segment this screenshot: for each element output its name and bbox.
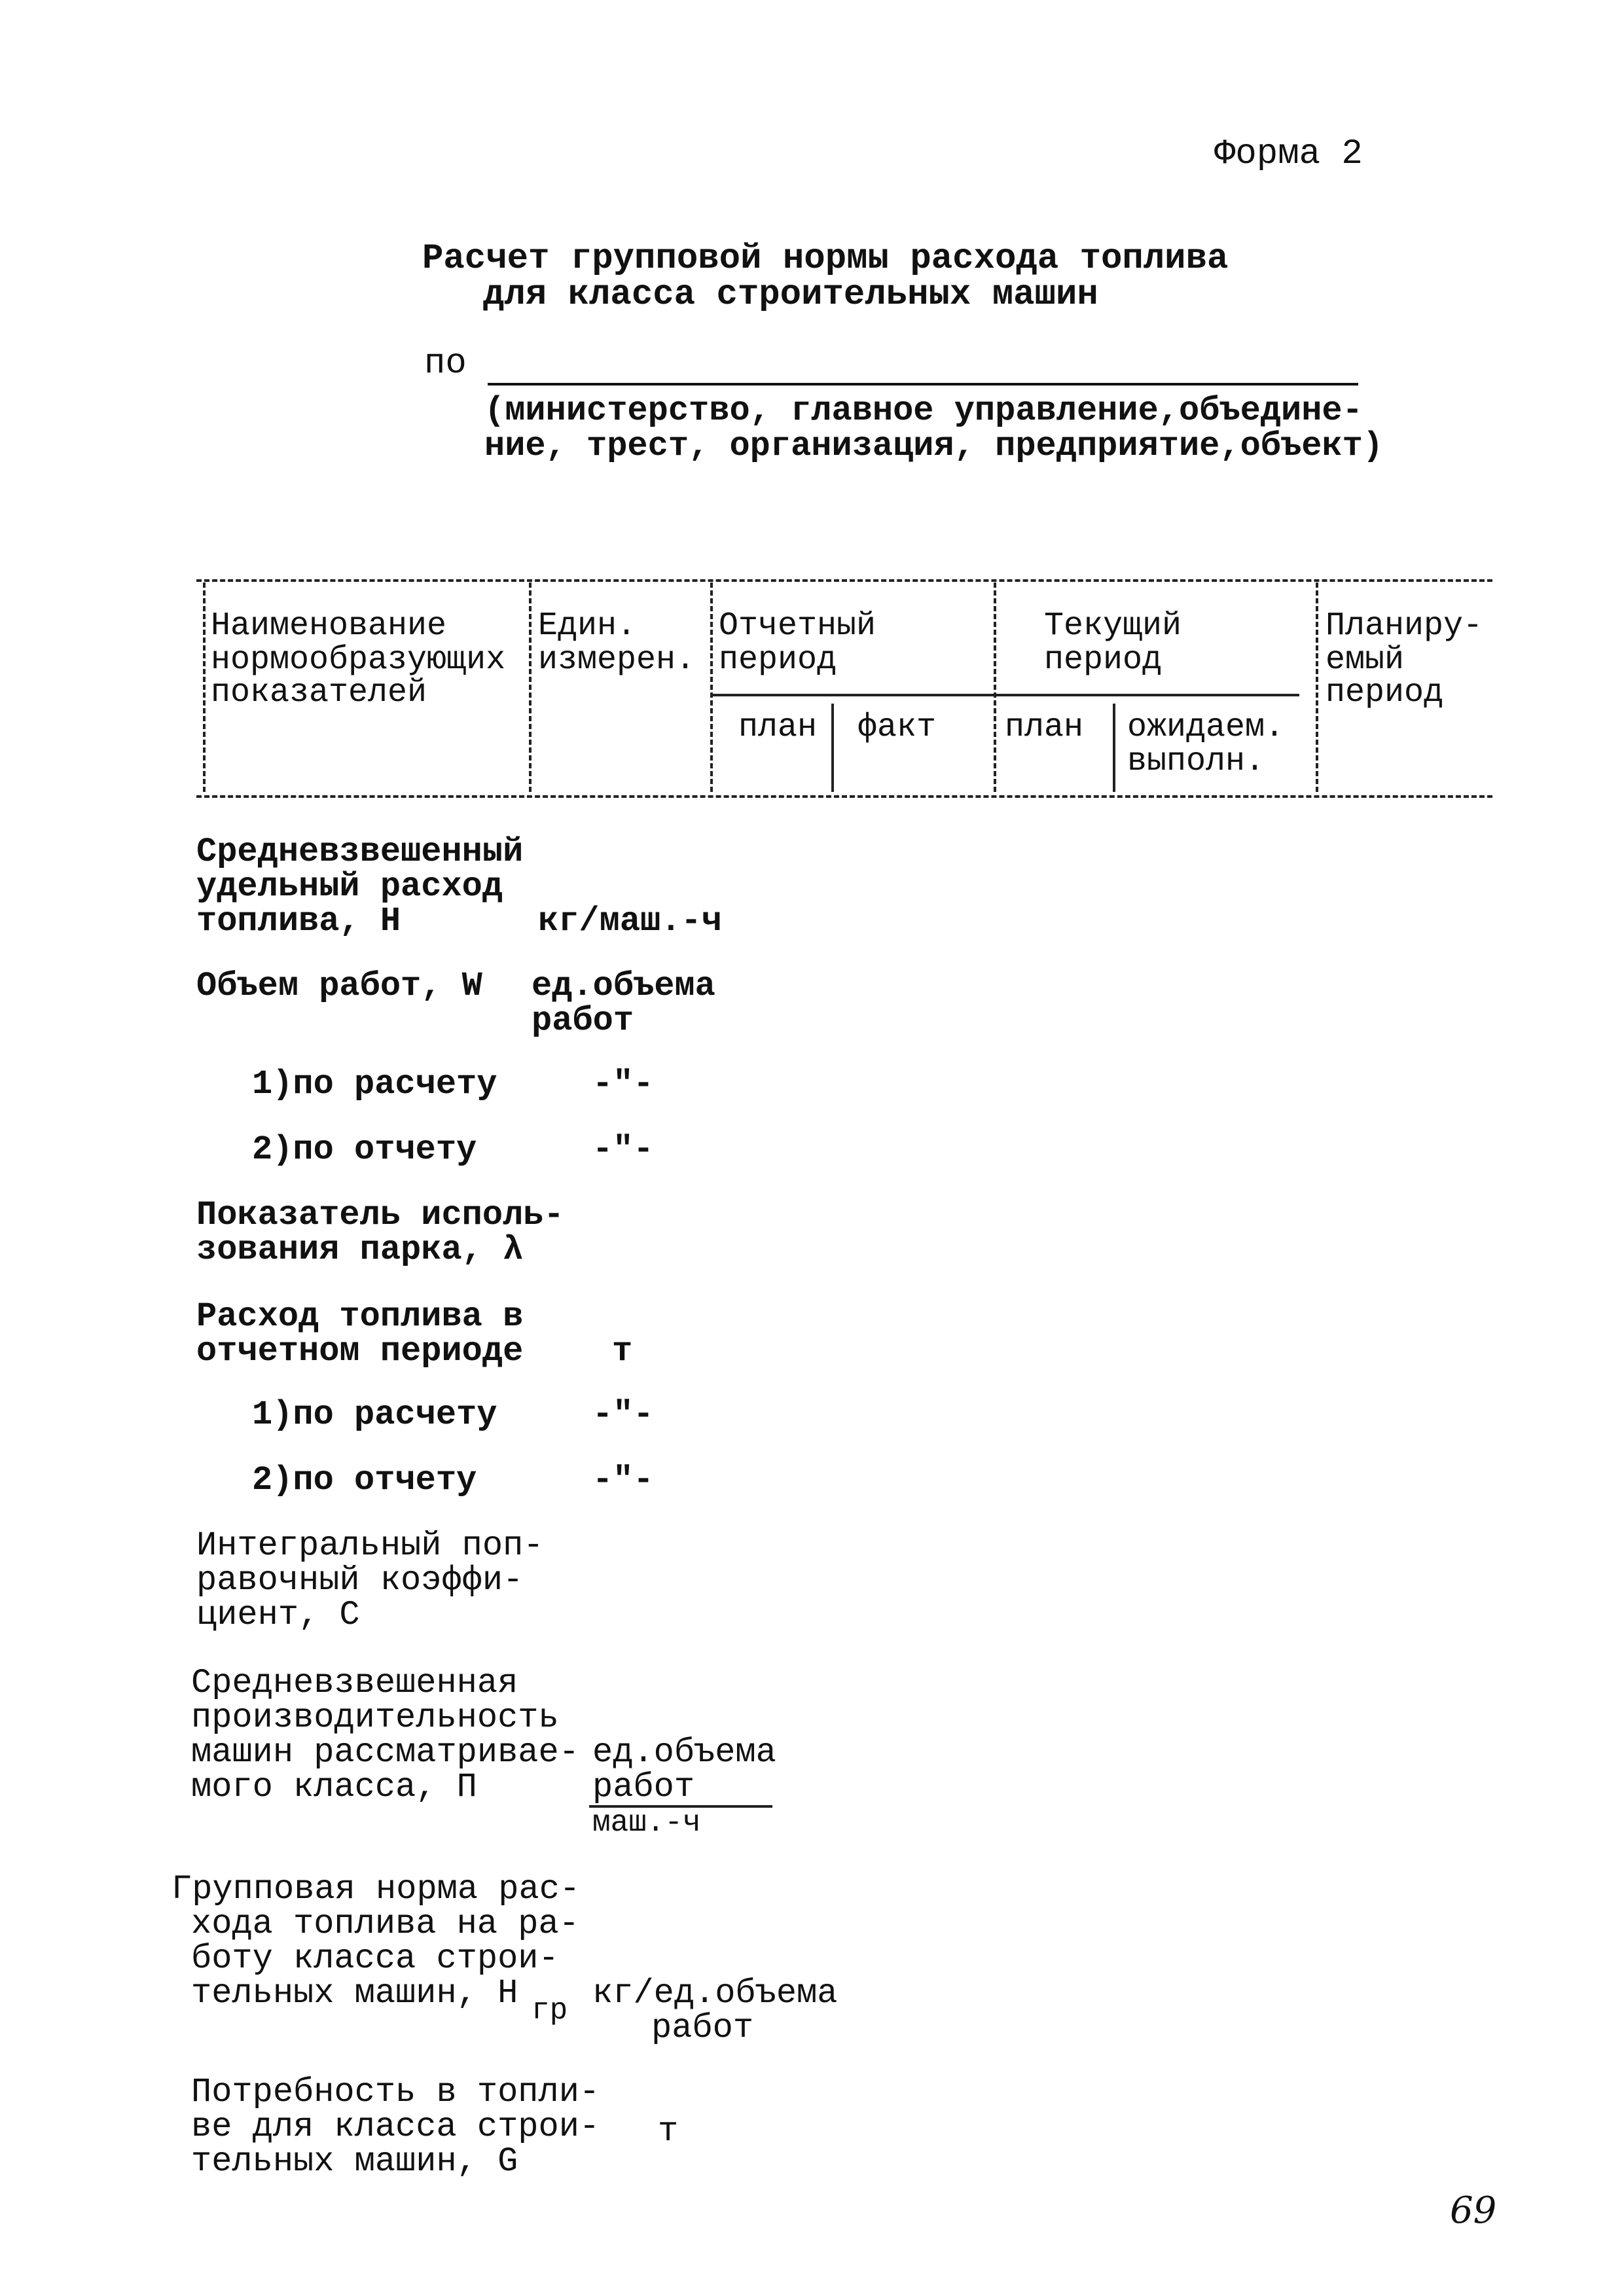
col-divider-3 <box>994 583 996 792</box>
row-work-volume-unit-line2: работ <box>532 1001 634 1040</box>
col5-header-line3: период <box>1326 674 1444 711</box>
col5-header-line2: емый <box>1326 641 1405 679</box>
row-fuel-consumption-line1: Расход топлива в <box>196 1297 524 1336</box>
row-fuel-consumption-by-report: 2)по отчету <box>252 1461 477 1499</box>
subheader-rule <box>710 694 1299 696</box>
row-group-norm-subscript: гр <box>532 1994 568 2028</box>
organization-caption-line-2: ние, трест, организация, предприятие,объект) <box>484 427 1384 465</box>
row-fleet-usage-line1: Показатель исполь- <box>196 1196 564 1234</box>
col-divider-plan-expected <box>1113 704 1115 792</box>
row-weighted-fuel-rate-line2: удельный расход <box>196 867 503 906</box>
row-fuel-demand-unit: т <box>658 2112 679 2151</box>
col-divider-1 <box>529 583 532 792</box>
row-fleet-usage-line2: зования парка, λ <box>196 1230 524 1269</box>
row-work-volume: Объем работ, W <box>196 967 482 1005</box>
row-group-norm-unit-line1: кг/ед.объема <box>592 1974 838 2013</box>
form-number: Форма 2 <box>1214 134 1363 174</box>
col2-header-line2: измерен. <box>538 641 696 679</box>
row-work-volume-by-report: 2)по отчету <box>252 1130 477 1169</box>
col4-sub-expected-line1: ожидаем. <box>1127 709 1285 746</box>
row-fuel-consumption-by-calc-unit: -"- <box>592 1395 654 1434</box>
row-integral-coefficient-line2: равочный коэффи- <box>196 1561 524 1600</box>
organization-caption-line-1: (министерство, главное управление,объедине- <box>484 391 1363 430</box>
row-group-norm-line2: хода топлива на ра- <box>191 1905 579 1943</box>
col4-sub-expected-line2: выполн. <box>1127 743 1265 780</box>
row-work-volume-by-report-unit: -"- <box>592 1130 654 1169</box>
document-title-line-2: для класса строительных машин <box>483 275 1098 315</box>
row-weighted-productivity-line2: производительность <box>191 1698 559 1737</box>
col-divider-4 <box>1316 583 1318 792</box>
row-fuel-consumption-line2: отчетном периоде <box>196 1332 524 1371</box>
col1-header-line1: Наименование <box>211 607 447 645</box>
row-weighted-productivity-unit-num-line2: работ <box>592 1768 695 1806</box>
col-divider-2 <box>710 583 713 792</box>
table-bottom-rule <box>196 795 1492 798</box>
row-work-volume-by-calc: 1)по расчету <box>252 1065 497 1103</box>
organization-fill-line <box>488 383 1358 386</box>
col3-header-line2: период <box>719 641 837 679</box>
row-weighted-fuel-rate-unit: кг/маш.-ч <box>538 902 722 941</box>
col4-header-line2: период <box>1044 641 1163 679</box>
row-weighted-productivity-line4: мого класса, П <box>191 1768 477 1806</box>
col-divider-left <box>203 583 206 792</box>
col3-sub-plan: план <box>738 709 818 746</box>
row-group-norm-line1: Групповая норма рас- <box>171 1870 581 1909</box>
row-fuel-demand-line3: тельных машин, G <box>191 2142 518 2181</box>
col5-header-line1: Планиру- <box>1326 607 1483 645</box>
table-top-rule <box>196 579 1492 582</box>
row-work-volume-unit-line1: ед.объема <box>532 967 715 1005</box>
col4-sub-plan: план <box>1005 709 1084 746</box>
po-label: по <box>424 344 467 384</box>
row-weighted-fuel-rate-line3: топлива, Н <box>196 902 401 941</box>
row-weighted-productivity-line3: машин рассматривае- <box>191 1733 579 1772</box>
col3-sub-fact: факт <box>857 709 937 746</box>
row-group-norm-unit-line2: работ <box>651 2009 754 2047</box>
row-weighted-fuel-rate-line1: Средневзвешенный <box>196 833 524 871</box>
row-work-volume-by-calc-unit: -"- <box>592 1065 654 1103</box>
row-fuel-consumption-by-calc: 1)по расчету <box>252 1395 497 1434</box>
col1-header-line3: показателей <box>211 674 427 711</box>
row-fuel-consumption-unit: т <box>612 1332 633 1371</box>
col-divider-plan-fact <box>831 704 834 792</box>
document-title-line-1: Расчет групповой нормы расхода топлива <box>422 239 1229 279</box>
row-integral-coefficient-line1: Интегральный поп- <box>196 1526 544 1565</box>
row-weighted-productivity-line1: Средневзвешенная <box>191 1664 518 1702</box>
page-number: 69 <box>1450 2189 1497 2232</box>
row-integral-coefficient-line3: циент, С <box>196 1596 360 1634</box>
row-group-norm-line4: тельных машин, Н <box>191 1974 518 2013</box>
col2-header-line1: Един. <box>538 607 637 645</box>
row-weighted-productivity-unit-num-line1: ед.объема <box>592 1733 776 1772</box>
row-fuel-demand-line1: Потребность в топли- <box>191 2073 600 2111</box>
row-group-norm-line3: боту класса строи- <box>191 1939 559 1978</box>
col3-header-line1: Отчетный <box>719 607 876 645</box>
row-fuel-consumption-by-report-unit: -"- <box>592 1461 654 1499</box>
col1-header-line2: нормообразующих <box>211 641 506 679</box>
row-fuel-demand-line2: ве для класса строи- <box>191 2108 600 2146</box>
row-weighted-productivity-unit-den: маш.-ч <box>592 1806 701 1840</box>
col4-header-line1: Текущий <box>1044 607 1182 645</box>
